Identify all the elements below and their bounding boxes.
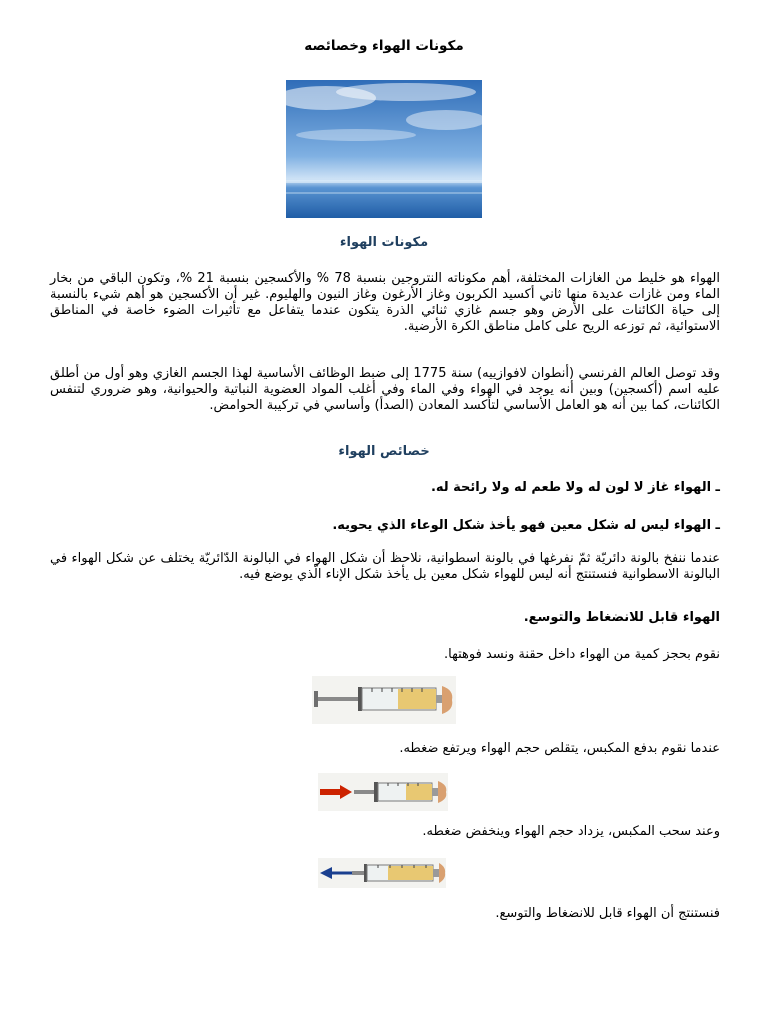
section-heading-components: مكونات الهواء — [339, 235, 429, 250]
syringe-sealed-figure — [312, 676, 456, 724]
sky-sea-image — [286, 80, 482, 218]
property-colorless: ـ الهواء غاز لا لون له ولا طعم له ولا رائحة له. — [430, 480, 720, 495]
sky-sea-photo — [286, 80, 482, 218]
experiment-step-3: وعند سحب المكبس، يزداد حجم الهواء وينخفض ضغطه. — [422, 824, 720, 839]
paragraph-lavoisier: وقد توصل العالم الفرنسي (أنطوان لافوازييه) سنة 1775 إلى ضبط الوظائف الأساسية لهذا الجسم الغازي وهو أول من أطلق عليه اسم (أكسجين) وبين أنه يوجد في الهواء وفي الماء وفي أغلب المواد العضوية النباتية والحيوانية، وهو ضروري لتنفس الكائنات، كما بين أنه هو العامل الأساسي لتأكسد المعادن (الصدأ) وأساسي في تركيبة الحوامض. — [50, 366, 720, 413]
syringe-pull-figure — [318, 858, 446, 888]
syringe-push-icon — [318, 773, 448, 811]
syringe-pull-icon — [318, 858, 446, 888]
property-compressible: الهواء قابل للانضغاط والتوسع. — [523, 610, 720, 625]
section-heading-properties: خصائص الهواء — [338, 444, 430, 459]
property-shapeless: ـ الهواء ليس له شكل معين فهو يأخذ شكل الوعاء الذي يحويه. — [332, 518, 720, 533]
conclusion-line: فنستنتج أن الهواء قابل للانضغاط والتوسع. — [495, 906, 720, 921]
syringe-icon — [312, 676, 456, 724]
paragraph-composition: الهواء هو خليط من الغازات المختلفة، أهم مكوناته النتروجين بنسبة 78 % والأكسجين بنسبة 21 %، وتكون الباقي من بخار الماء ومن غازات عديدة منها ثاني أكسيد الكربون وغاز الأرغون وغاز النيون والهليوم. غير أن الأكسجين هو أهم شيء بالنسبة إلى حياة الكائنات على الأرض وهو جسم غازي ثنائي الذرة يتكون عندما يتفاعل مع تأثيرات الضوء خاصة في المناطق الاستوائية، ثم توزعه الريح على كامل مناطق الكرة الأرضية. — [50, 271, 720, 334]
paragraph-balloon: عندما ننفخ بالونة دائريّة ثمّ نفرغها في بالونة اسطوانية، نلاحظ أن شكل الهواء في البالونة الدّائريّة يختلف عن شكل الهواء في البالونة الاسطوانية فنستنتج أنه ليس للهواء شكل معين بل يأخذ شكل الإناء الّذي يوضع فيه. — [50, 551, 720, 582]
syringe-push-figure — [318, 773, 448, 811]
experiment-step-2: عندما نقوم بدفع المكبس، يتقلص حجم الهواء ويرتفع ضغطه. — [399, 741, 720, 756]
document-title: مكونات الهواء وخصائصه — [304, 38, 464, 54]
experiment-step-1: نقوم بحجز كمية من الهواء داخل حقنة ونسد فوهتها. — [444, 647, 720, 662]
